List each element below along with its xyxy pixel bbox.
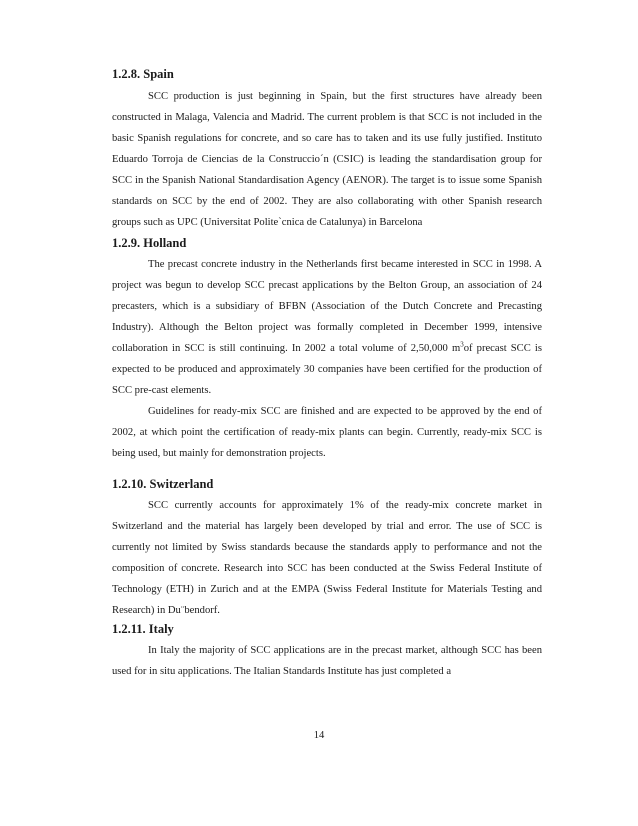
paragraph-italy: In Italy the majority of SCC applications are in the precast market, although SCC has been used for in situ applications. The Italian Standards Institute has just completed a <box>112 645 542 677</box>
section-heading-holland: 1.2.9. Holland <box>112 236 187 250</box>
paragraph-switzerland: SCC currently accounts for approximately 1% of the ready-mix concrete market in Switzerland and the material has largely been developed by trial and error. The use of SCC is currently not limited by Swiss standards because the standards apply to performance and not the composition of concrete. Research into SCC has been conducted at the Swiss Federal Institute of Technology (ETH) in Zurich and at the EMPA (Swiss Federal Institute for Materials Testing and Research) in Du¨bendorf. <box>112 500 542 616</box>
paragraph-holland-1 <box>112 254 542 401</box>
section-heading-italy: 1.2.11. Italy <box>112 622 174 636</box>
cubic-superscript: 3 <box>460 340 464 349</box>
paragraph-holland-1-text-a: The precast concrete industry in the Netherlands first became interested in SCC in 1998. A project was begun to develop SCC precast applications by the Belton Group, an association of 24 precasters, which is a subsidiary of BFBN (Association of the Dutch Concrete and Precasting Industry). Although the Belton project was formally completed in December 1999, intensive collaboration in SCC is still continuing. In 2002 a total volume of 2,50,000 m <box>112 259 542 354</box>
section-heading-spain: 1.2.8. Spain <box>112 67 174 81</box>
document-page <box>112 66 542 682</box>
section-heading-switzerland: 1.2.10. Switzerland <box>112 477 214 491</box>
paragraph-holland-1-text-b: of precast SCC is expected to be produced and approximately 30 companies have been certified for the production of SCC pre-cast elements. <box>112 343 542 396</box>
paragraph-spain: SCC production is just beginning in Spain, but the first structures have already been constructed in Malaga, Valencia and Madrid. The current problem is that SCC is not included in the basic Spanish regulations for concrete, and so care has to taken and its use fully justified. Instituto Eduardo Torroja de Ciencias de la Construccio´n (CSIC) is leading the standardisation group for SCC in the Spanish National Standardisation Agency (AENOR). The target is to issue some Spanish standards on SCC by the end of 2002. They are also collaborating with other Spanish research groups such as UPC (Universitat Polite`cnica de Catalunya) in Barcelona <box>112 91 542 228</box>
paragraph-holland-2: Guidelines for ready-mix SCC are finished and are expected to be approved by the end of 2002, at which point the certification of ready-mix plants can begin. Currently, ready-mix SCC is being used, but mainly for demonstration projects. <box>112 406 542 459</box>
page-number: 14 <box>313 730 325 741</box>
